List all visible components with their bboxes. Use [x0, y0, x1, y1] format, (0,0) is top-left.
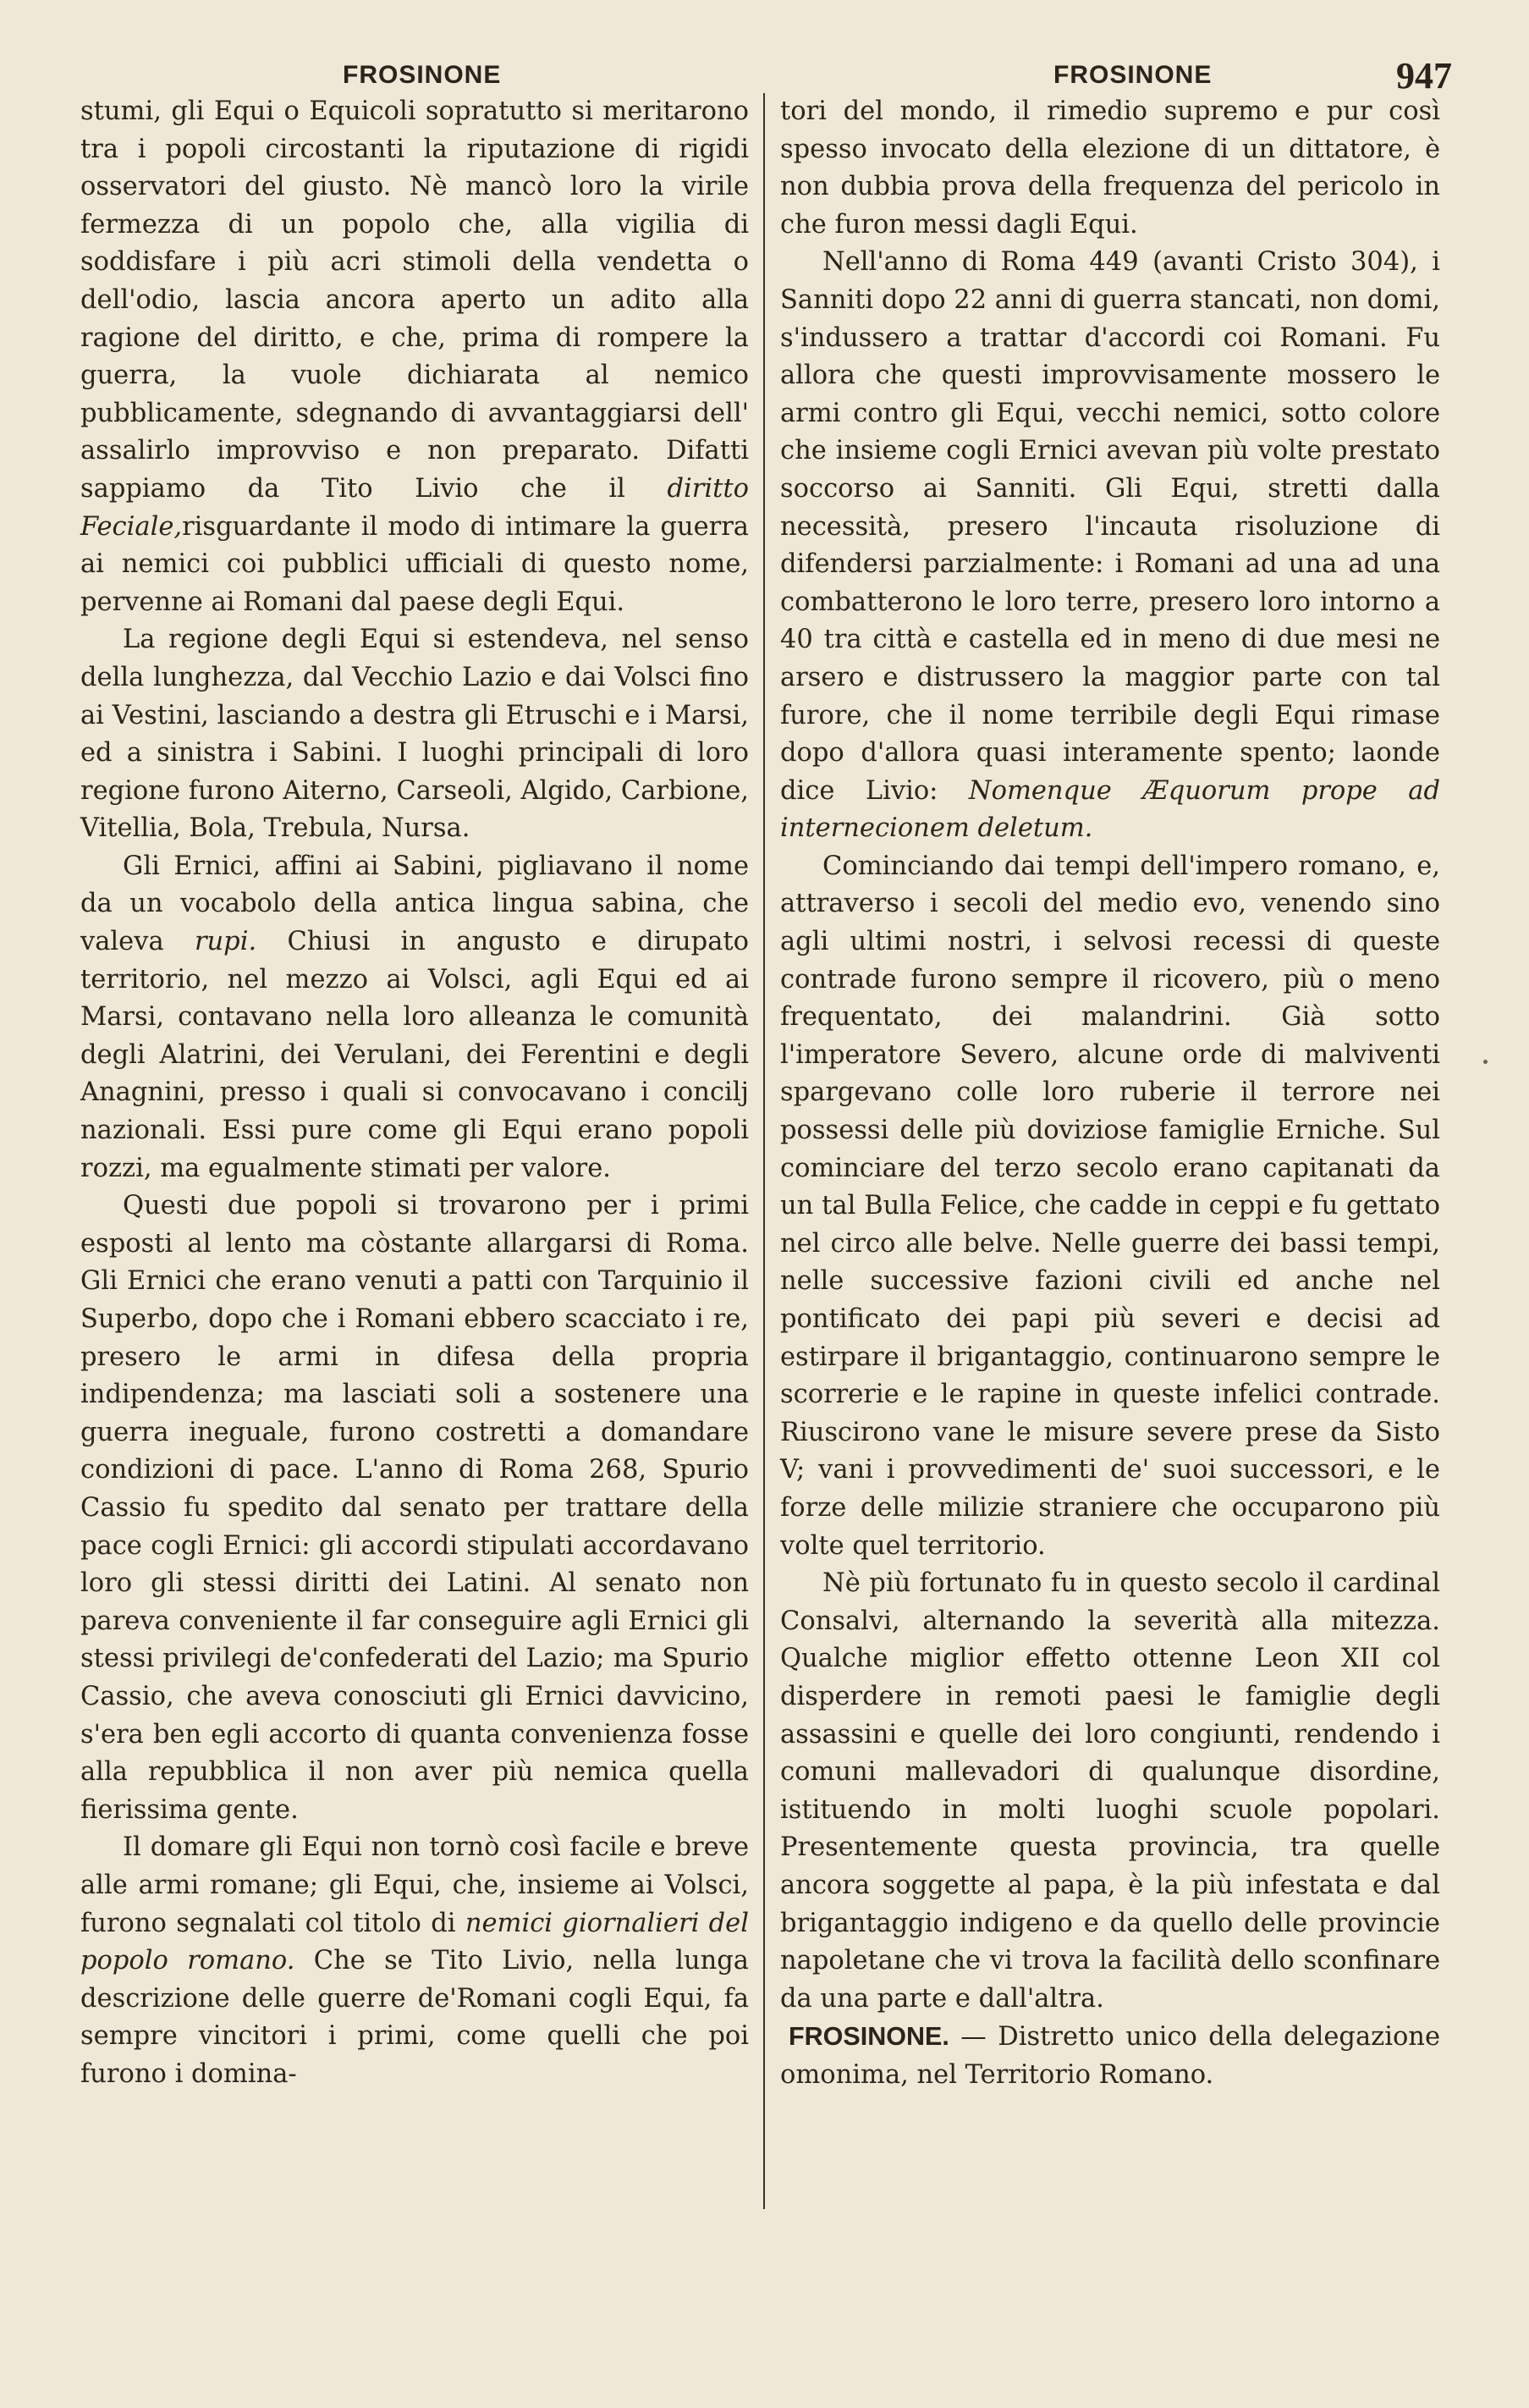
margin-speck — [1483, 1060, 1488, 1064]
paragraph: Questi due popoli si trovarono per i primi esposti al lento ma còstante allargarsi di Roma. Gli Ernici che erano venuti a patti con Tarquinio il Superbo, dopo che i Romani ebbero scacciato i re, presero le armi in difesa della propria indipendenza; ma lasciati soli a sostenere una guerra ineguale, furono costretti a domandare condizioni di pace. L'anno di Roma 268, Spurio Cassio fu spedito dal senato per trattare della pace cogli Ernici: gli accordi stipulati accordavano loro gli stessi diritti dei Latini. Al senato non pareva conveniente il far conseguire agli Ernici gli stessi privilegi de'confederati del Lazio; ma Spurio Cassio, che aveva conosciuti gli Ernici davvicino, s'era ben egli accorto di quanta convenienza fosse alla repubblica il non aver più nemica quella fierissima gente. — [80, 1191, 749, 1825]
paragraph: tori del mondo, il rimedio supremo e pur così spesso invocato della elezione di un dittatore, è non dubbia prova della frequenza del pericolo in che furon messi dagli Equi. — [780, 96, 1440, 240]
paragraph: Nè più fortunato fu in questo secolo il cardinal Consalvi, alternando la severità alla mitezza. Qualche miglior effetto ottenne Leon XII col disperdere in remoti paesi le famiglie degli assassini e quelle dei loro congiunti, rendendo i comuni mallevadori di qualunque disordine, istituendo in molti luoghi scuole popolari. Presentemente questa provincia, tra quelle ancora soggette al papa, è la più infestata e dal brigantaggio indigeno e da quello delle provincie napoletane che vi trova la facilità dello sconfinare da una parte e dall'altra. — [780, 1568, 1440, 2014]
paragraph: Nell'anno di Roma 449 (avanti Cristo 304), i Sanniti dopo 22 anni di guerra stancati, non domi, s'indussero a trattar d'accordi coi Romani. Fu allora che questi improvvisamente mossero le armi contro gli Equi, vecchi nemici, sotto colore che insieme cogli Ernici avevan più volte prestato soccorso ai Sanniti. Gli Equi, stretti dalla necessità, presero l'incauta risoluzione di difendersi parzialmente: i Romani ad una ad una combatterono le loro terre, presero loro intorno a 40 tra città e castella ed in meno di due mesi ne arsero e distrussero la maggior parte con tal furore, che il nome terribile degli Equi rimase dopo d'allora quasi interamente spento; laonde dice Livio: Nomenque Æquorum prope ad internecionem deletum. — [780, 247, 1440, 844]
paragraph: Gli Ernici, affini ai Sabini, pigliavano il nome da un vocabolo della antica lingua sabina, che valeva rupi. Chiusi in angusto e dirupato territorio, nel mezzo ai Volsci, agli Equi ed ai Marsi, contavano nella loro alleanza le comunità degli Alatrini, dei Verulani, dei Ferentini e degli Anagnini, presso i quali si convocavano i concilj nazionali. Essi pure come gli Equi erano popoli rozzi, ma egualmente stimati per valore. — [80, 851, 750, 1183]
gazetteer-entry: FROSINONE. — Distretto unico della delegazione omonima, nel Territorio Romano. — [780, 2022, 1441, 2090]
paragraph: stumi, gli Equi o Equicoli sopratutto si meritarono tra i popoli circostanti la riputazione di rigidi osservatori del giusto. Nè mancò loro la virile fermezza di un popolo che, alla vigilia di soddisfare i più acri stimoli della vendetta o dell'odio, lascia ancora aperto un adito alla ragione del diritto, e che, prima di rompere la guerra, la vuole dichiarata al nemico pubblicamente, sdegnando di avvantaggiarsi dell' assalirlo improvviso e non preparato. Difatti sappiamo da Tito Livio che il diritto Feciale,risguardante il modo di intimare la guerra ai nemici coi pubblici ufficiali di questo nome, pervenne ai Romani dal paese degli Equi. — [80, 96, 749, 617]
paragraph: La regione degli Equi si estendeva, nel senso della lunghezza, dal Vecchio Lazio e dai Volsci fino ai Vestini, lasciando a destra gli Etruschi e i Marsi, ed a sinistra i Sabini. I luoghi principali di loro regione furono Aiterno, Carseoli, Algido, Carbione, Vitellia, Bola, Trebula, Nursa. — [80, 625, 749, 844]
left-text-column — [80, 93, 749, 2093]
entry-heading: FROSINONE. — [789, 2022, 949, 2052]
column-divider — [763, 93, 765, 2209]
running-title-left: FROSINONE — [343, 61, 502, 89]
paragraph: Cominciando dai tempi dell'impero romano, e, attraverso i secoli del medio evo, venendo sino agli ultimi nostri, i selvosi recessi di queste contrade furono sempre il ricovero, più o meno frequentato, dei malandrini. Già sotto l'imperatore Severo, alcune orde di malviventi spargevano colle loro ruberie il terrore nei possessi delle più doviziose famiglie Erniche. Sul cominciare del terzo secolo erano capitanati da un tal Bulla Felice, che cadde in ceppi e fu gettato nel circo alle belve. Nelle guerre dei bassi tempi, nelle successive fazioni civili ed anche nel pontificato dei papi più severi e decisi ad estirpare il brigantaggio, continuarono sempre le scorrerie e le rapine in queste infelici contrade. Riuscirono vane le misure severe prese da Sisto V; vani i provvedimenti de' suoi successori, e le forze delle milizie straniere che occuparono più volte quel territorio. — [780, 851, 1440, 1561]
running-title-right: FROSINONE — [1053, 61, 1213, 89]
right-text-column — [780, 93, 1440, 2094]
paragraph: Il domare gli Equi non tornò così facile e breve alle armi romane; gli Equi, che, insieme ai Volsci, furono segnalati col titolo di nemici giornalieri del popolo romano. Che se Tito Livio, nella lunga descrizione delle guerre de'Romani cogli Equi, fa sempre vincitori i primi, come quelli che poi furono i domina- — [80, 1832, 749, 2089]
page-number: 947 — [1396, 55, 1452, 96]
